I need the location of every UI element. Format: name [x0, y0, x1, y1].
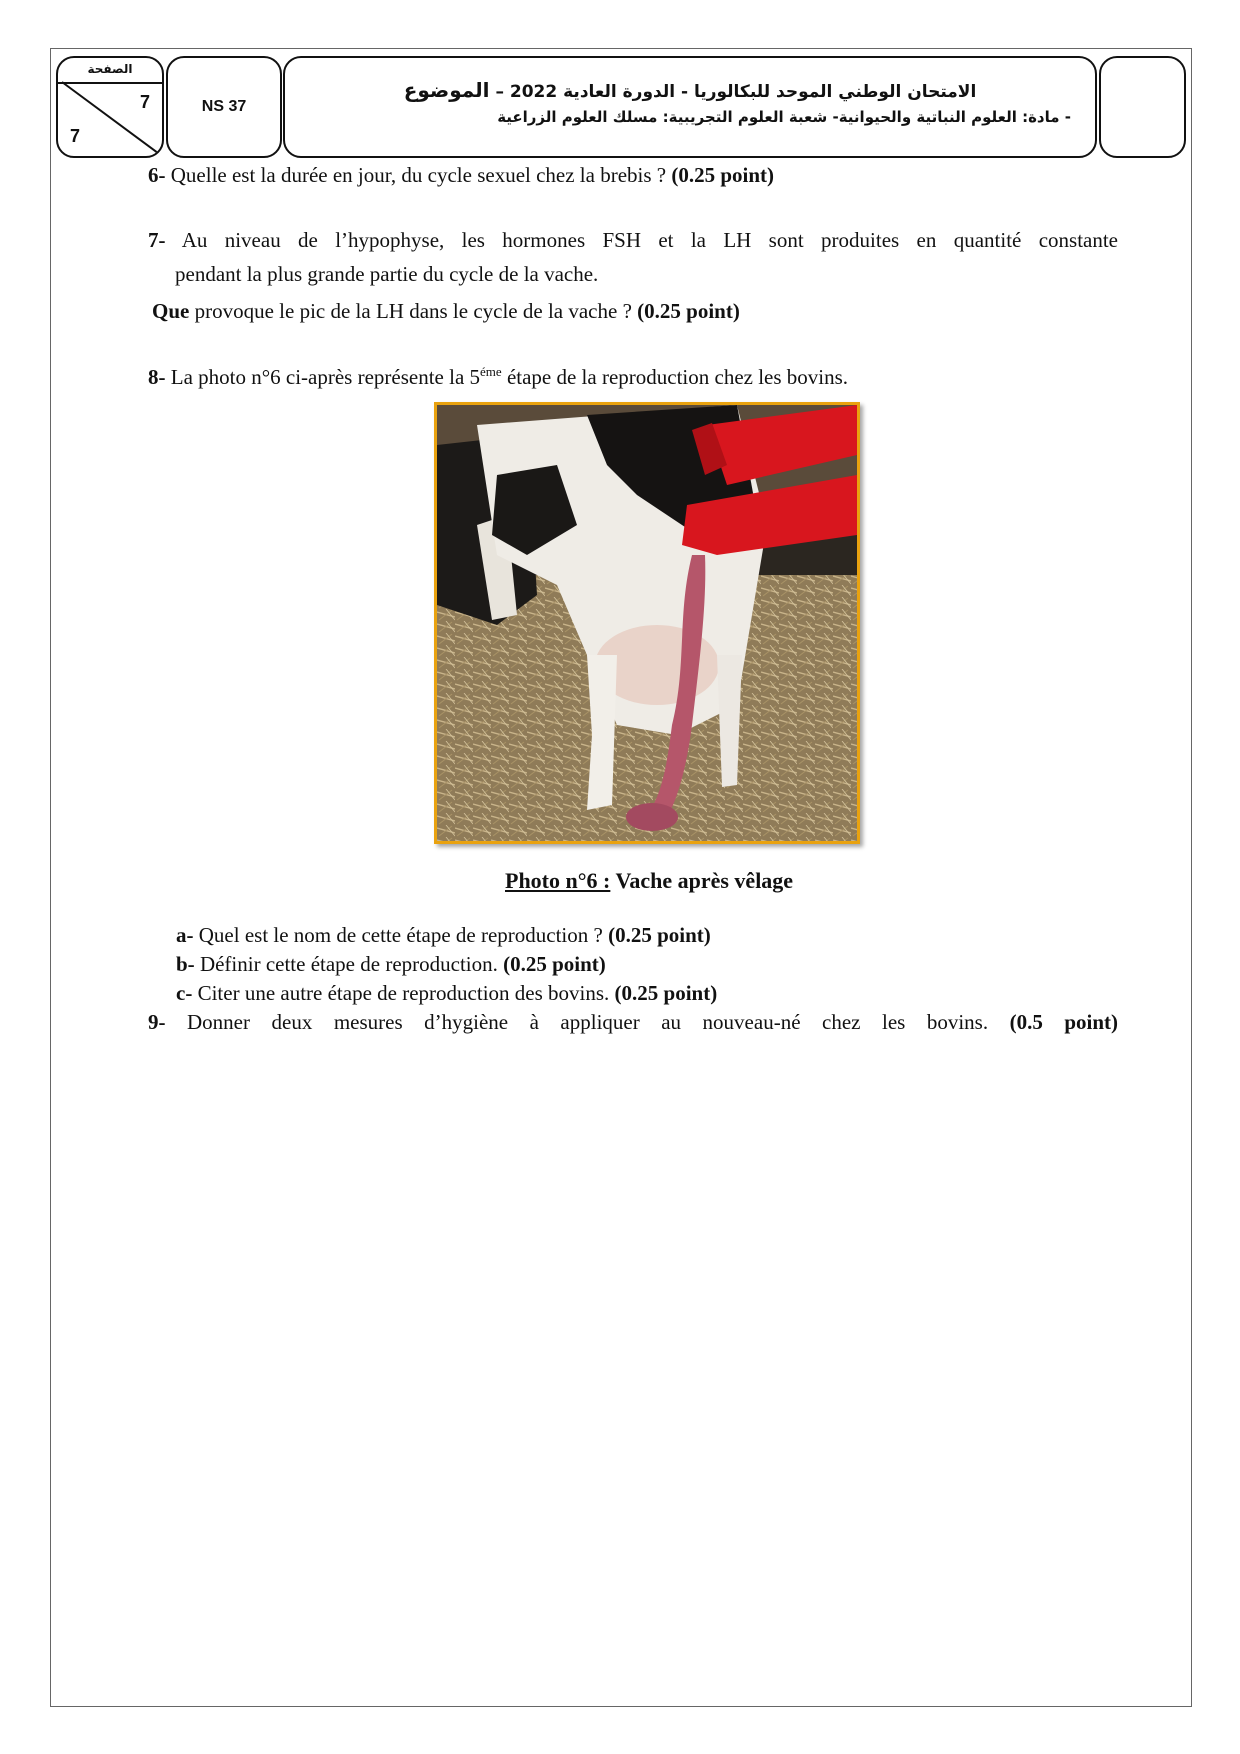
- question-points: (0.25 point): [608, 923, 711, 947]
- question-8: [148, 357, 848, 392]
- photo-illustration: [437, 405, 857, 841]
- question-6: [148, 160, 774, 190]
- question-points: (0.25 point): [637, 299, 740, 323]
- page-total: 7: [70, 126, 81, 146]
- question-text: Citer une autre étape de reproduction des bovins.: [197, 981, 610, 1005]
- question-text: Quelle est la durée en jour, du cycle sexuel chez la brebis ?: [170, 163, 667, 187]
- exam-title-word: الموضوع: [403, 78, 490, 102]
- question-number: 8-: [148, 365, 166, 389]
- question-7-line-1: [148, 225, 1118, 255]
- question-text: Quel est le nom de cette étape de reproduction ?: [198, 923, 603, 947]
- question-text-end: étape de la reproduction chez les bovins.: [506, 365, 849, 389]
- cow-after-calving-photo: [434, 402, 860, 844]
- question-number: c-: [176, 981, 193, 1005]
- question-text: Donner deux mesures d’hygiène à appliquer au nouveau-né chez les bovins.: [187, 1010, 989, 1034]
- question-number: b-: [176, 952, 195, 976]
- question-points: (0.5 point): [1009, 1010, 1119, 1034]
- caption-text: Vache après vêlage: [615, 868, 794, 893]
- question-text: provoque le pic de la LH dans le cycle de la vache ?: [194, 299, 632, 323]
- blank-header-box: [1099, 56, 1186, 158]
- page-label: الصفحة: [58, 58, 162, 84]
- photo-caption: [505, 868, 793, 894]
- question-7-ask: [152, 296, 740, 326]
- question-number: 9-: [148, 1010, 166, 1034]
- question-7: [148, 225, 1118, 289]
- question-7-line-2: pendant la plus grande partie du cycle de la vache.: [175, 262, 599, 286]
- question-points: (0.25 point): [614, 981, 718, 1005]
- exam-code: NS 37: [201, 98, 247, 115]
- exam-code-box: [166, 56, 282, 158]
- superscript: éme: [480, 364, 502, 379]
- exam-title-box: [283, 56, 1097, 158]
- question-points: (0.25 point): [503, 952, 606, 976]
- question-9: [148, 1007, 1118, 1037]
- page-current: 7: [139, 92, 150, 112]
- question-8a: [176, 920, 711, 950]
- question-ask-bold: Que: [152, 299, 190, 323]
- question-text: La photo n°6 ci-après représente la 5: [170, 365, 481, 389]
- question-text: Au niveau de l’hypophyse, les hormones FSH et la LH sont produites en quantité constante: [181, 228, 1119, 252]
- exam-title: [285, 78, 1095, 102]
- exam-title-main: الامتحان الوطني الموحد للبكالوريا - الدورة العادية 2022 –: [495, 82, 977, 102]
- question-text: Définir cette étape de reproduction.: [199, 952, 498, 976]
- question-8b: [176, 949, 606, 979]
- question-8c: [176, 978, 717, 1008]
- exam-subject: - مادة: العلوم النباتية والحيوانية- شعبة العلوم التجريبية: مسلك العلوم الزراعية: [497, 108, 1071, 126]
- page-number-box: [56, 56, 164, 158]
- question-points: (0.25 point): [671, 163, 775, 187]
- question-number: 7-: [148, 228, 166, 252]
- question-number: a-: [176, 923, 194, 947]
- question-number: 6-: [148, 163, 166, 187]
- caption-label: Photo n°6 :: [505, 868, 611, 893]
